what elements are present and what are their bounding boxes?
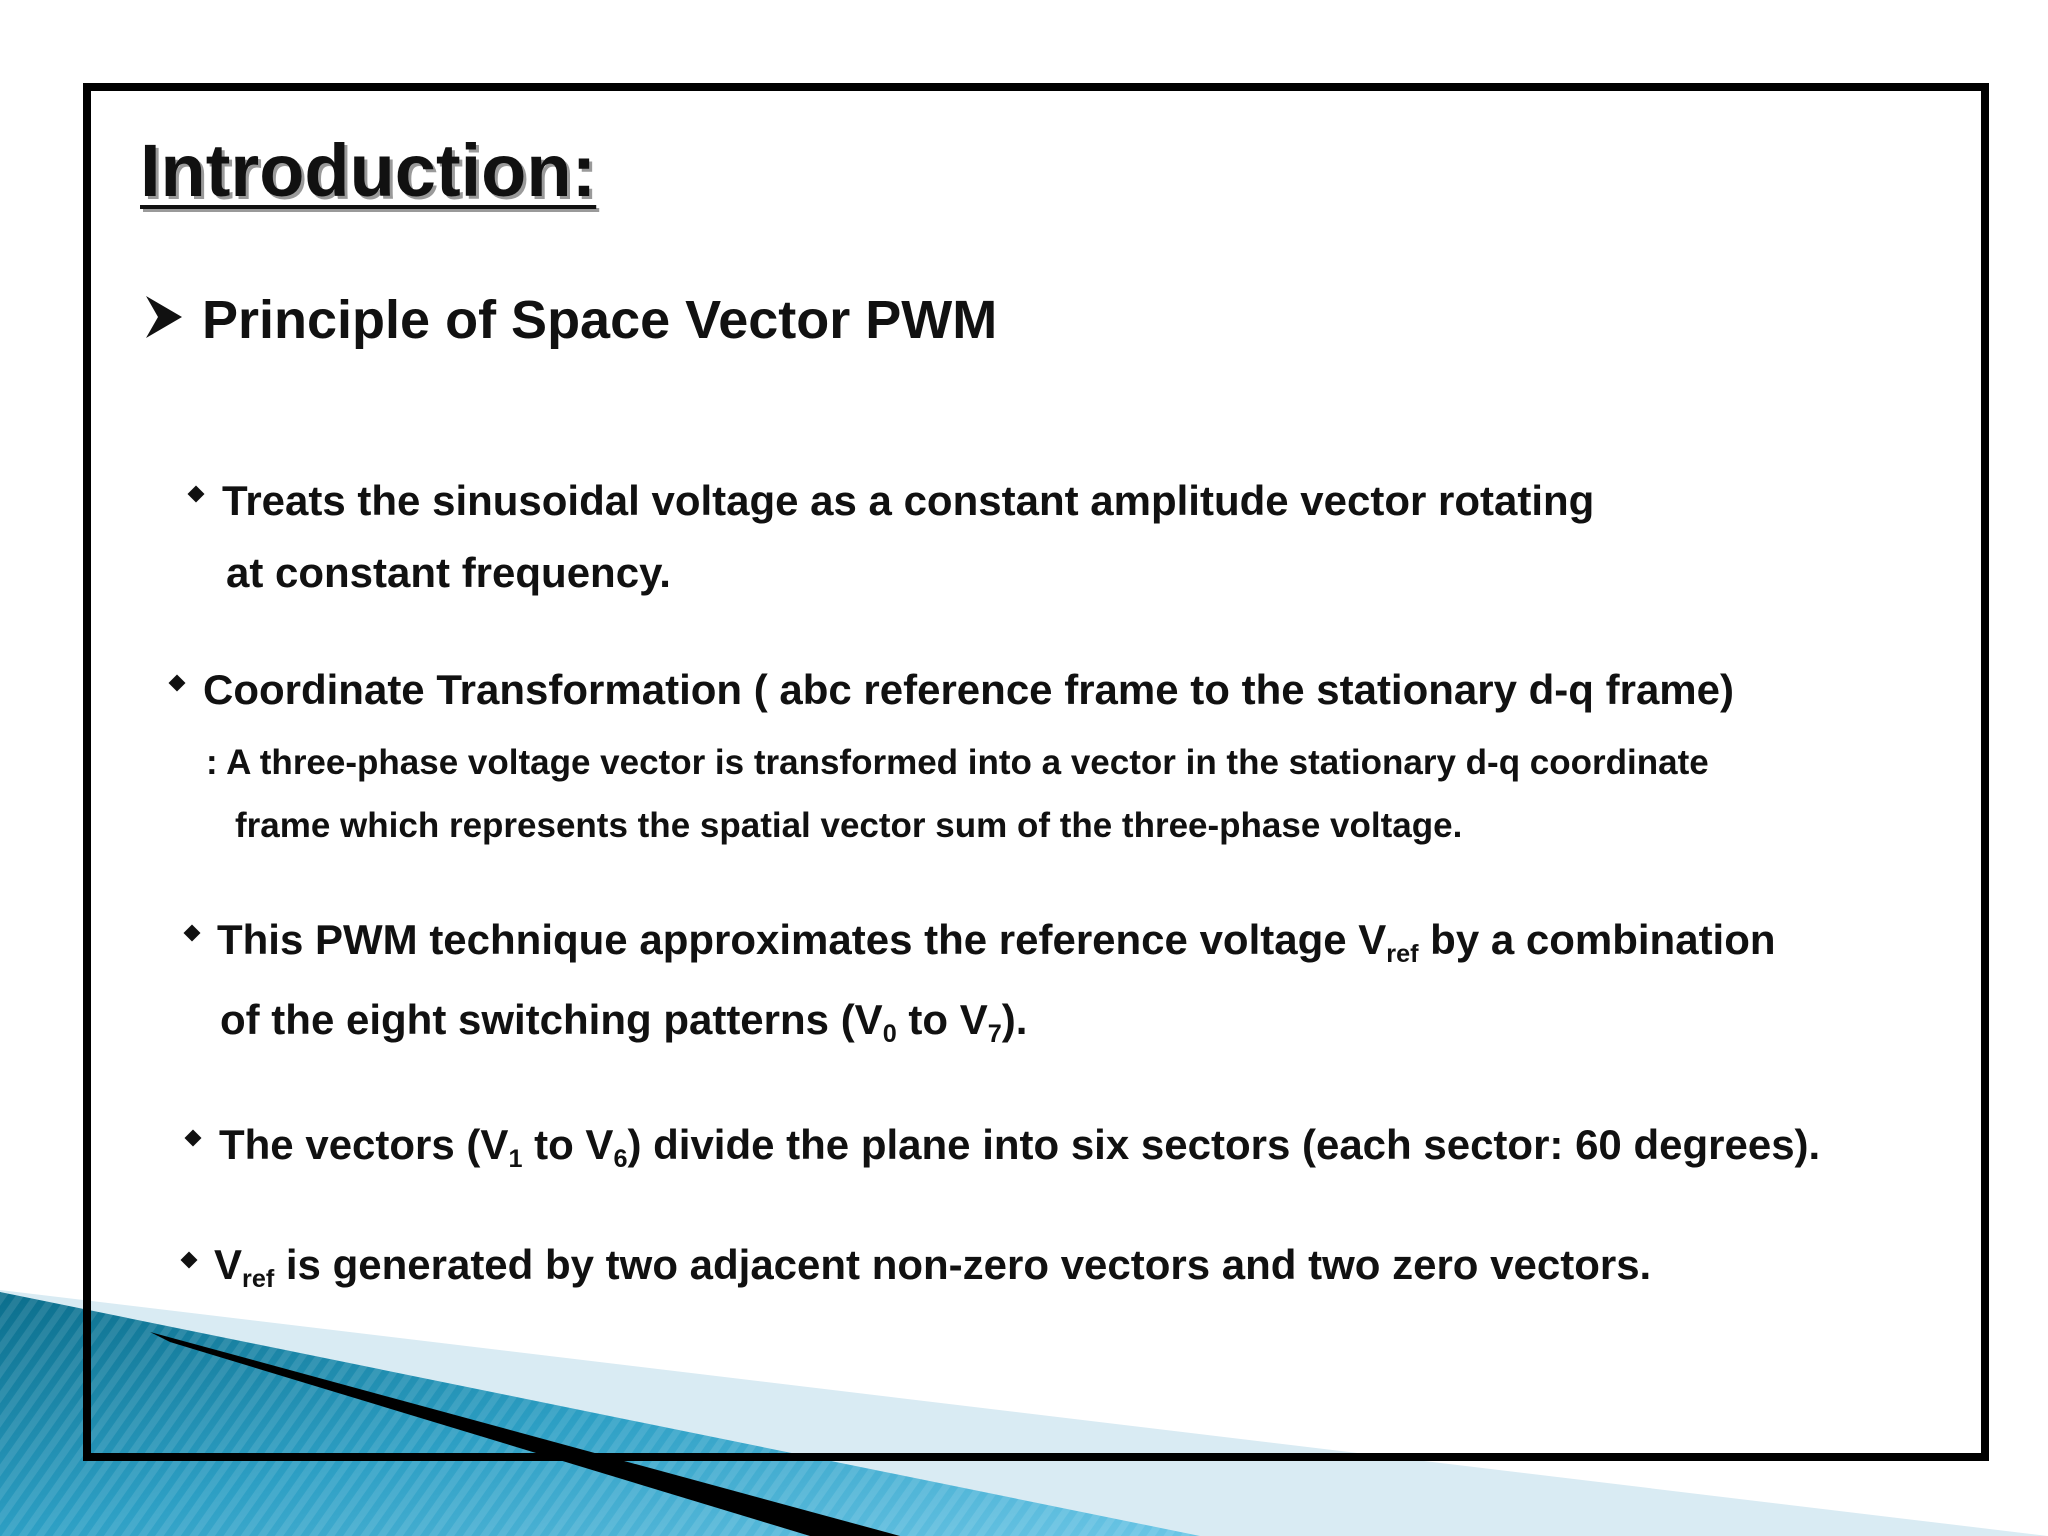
arrowhead-bullet-icon bbox=[144, 294, 184, 340]
subscript: ref bbox=[1386, 940, 1419, 969]
bullet-3-text: ). bbox=[1001, 996, 1028, 1043]
slide-title: Introduction: bbox=[140, 129, 597, 212]
bullet-2-sub-line-2: frame which represents the spatial vector sum of the three-phase voltage. bbox=[235, 806, 1463, 845]
bullet-3-text: of the eight switching patterns (V bbox=[220, 996, 883, 1043]
bullet-4-text: The vectors (V bbox=[219, 1121, 509, 1168]
bullet-1-line-2: at constant frequency. bbox=[226, 549, 671, 596]
subscript: 6 bbox=[613, 1145, 628, 1174]
subscript: 7 bbox=[987, 1020, 1002, 1049]
bullet-2-sub-line-1: : A three-phase voltage vector is transformed into a vector in the stationary d-q coordinate bbox=[206, 743, 1709, 782]
bullet-4-text: to V bbox=[522, 1121, 614, 1168]
bullet-3-line-1 bbox=[217, 916, 1776, 969]
bullet-3-text: to V bbox=[896, 996, 988, 1043]
bullet-3-text: by a combination bbox=[1418, 916, 1776, 963]
section-heading: Principle of Space Vector PWM bbox=[202, 290, 998, 350]
bullet-4-line-1 bbox=[219, 1121, 1821, 1174]
bullet-1-line-1: Treats the sinusoidal voltage as a constant amplitude vector rotating bbox=[222, 477, 1595, 524]
bullet-5-text: is generated by two adjacent non-zero vectors and two zero vectors. bbox=[274, 1241, 1652, 1288]
bullet-2-line-1: Coordinate Transformation ( abc reference frame to the stationary d-q frame) bbox=[203, 666, 1734, 713]
bullet-3-text: This PWM technique approximates the reference voltage V bbox=[217, 916, 1387, 963]
bullet-5-line-1 bbox=[214, 1241, 1652, 1294]
bullet-5-text: V bbox=[214, 1241, 243, 1288]
subscript: 1 bbox=[508, 1145, 523, 1174]
subscript: 0 bbox=[882, 1020, 897, 1049]
bullet-3-line-2 bbox=[220, 996, 1028, 1049]
subscript: ref bbox=[242, 1265, 275, 1294]
bullet-4-text: ) divide the plane into six sectors (each sector: 60 degrees). bbox=[627, 1121, 1821, 1168]
